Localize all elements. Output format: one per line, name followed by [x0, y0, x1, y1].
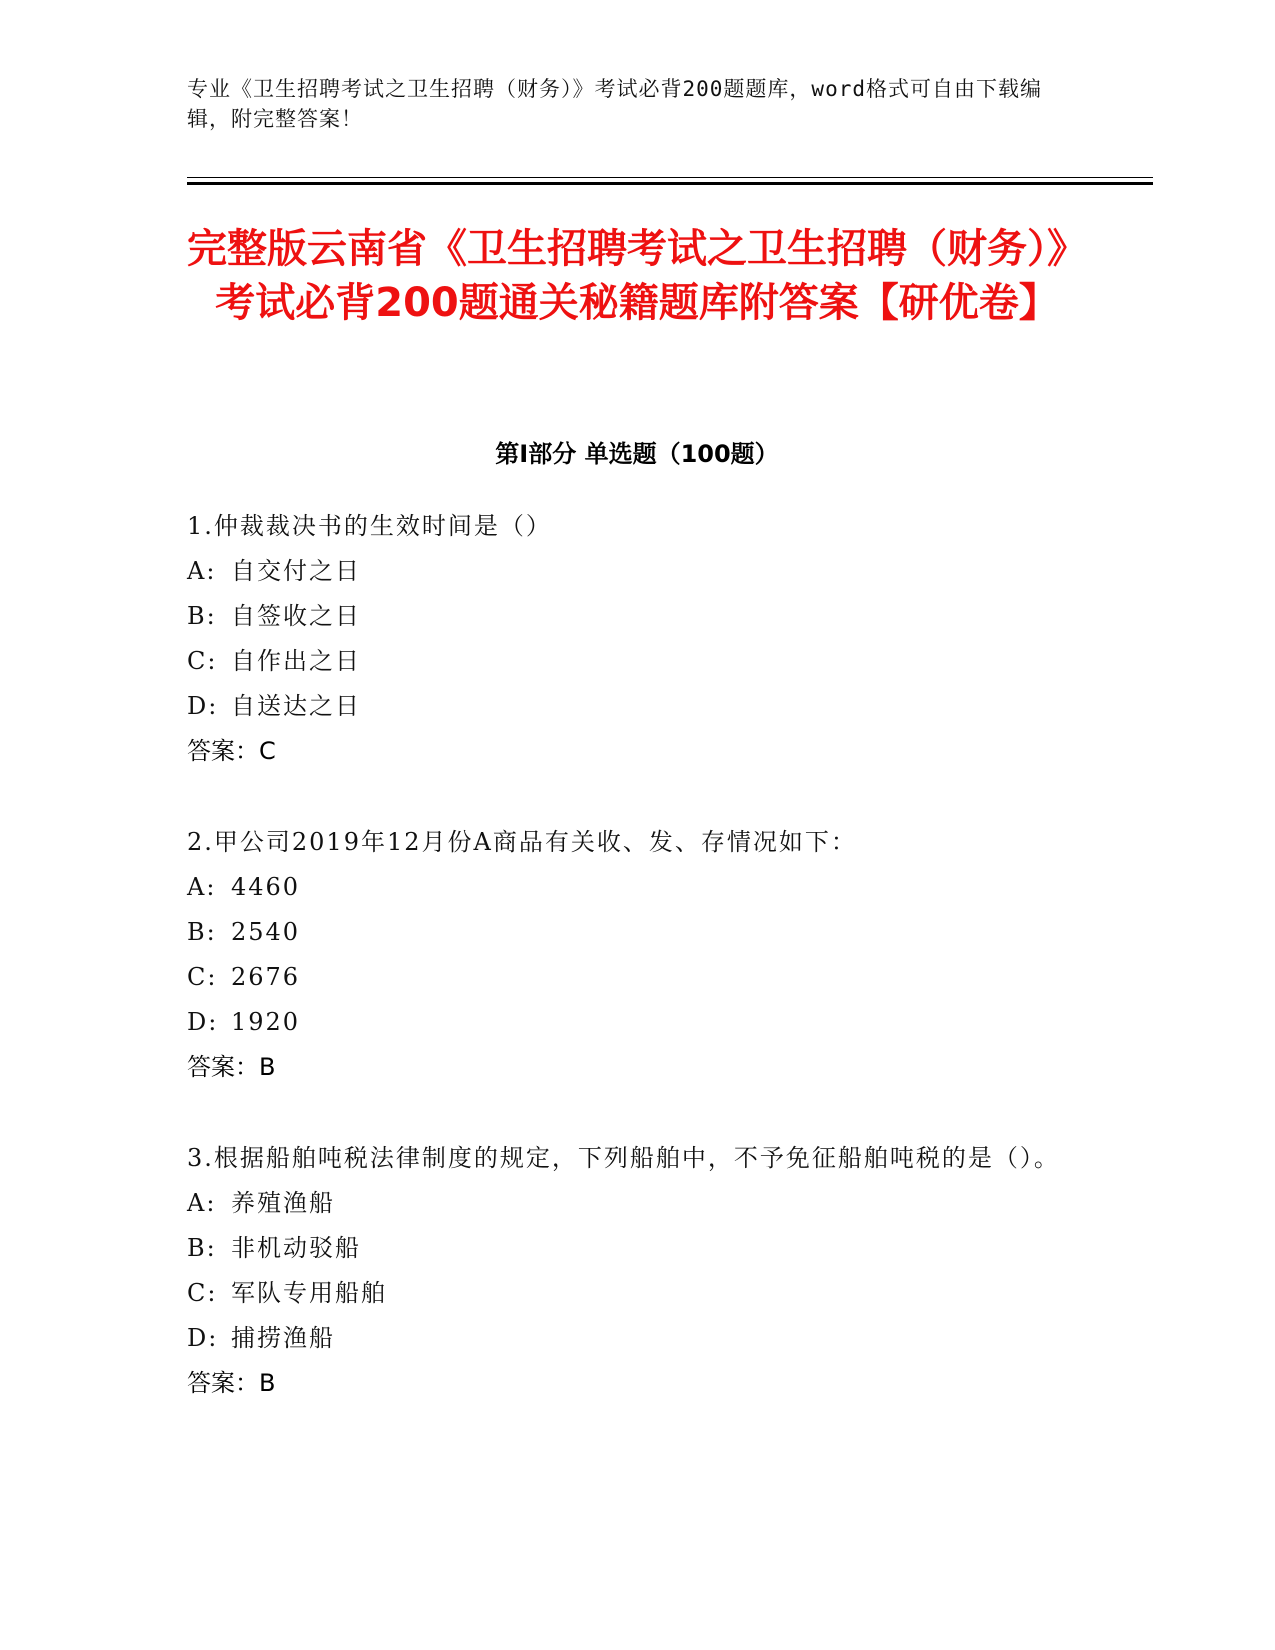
- option-text: 军队专用船舶: [231, 1279, 387, 1307]
- answer: 答案：C: [187, 737, 276, 765]
- option-text: 2540: [231, 918, 301, 946]
- option-text: 自签收之日: [231, 602, 361, 630]
- answer: 答案：B: [187, 1053, 276, 1081]
- option-label: C:: [187, 647, 218, 675]
- option-b: [187, 910, 1067, 955]
- option-text: 非机动驳船: [231, 1234, 361, 1262]
- option-d: [187, 684, 1067, 729]
- header-divider-thick: [187, 182, 1153, 185]
- option-text: 捕捞渔船: [231, 1324, 335, 1352]
- option-b: [187, 594, 1067, 639]
- question-3: [187, 1136, 1067, 1406]
- option-label: C:: [187, 963, 218, 991]
- option-label: B:: [187, 602, 217, 630]
- option-a: [187, 549, 1067, 594]
- option-d: [187, 1000, 1067, 1045]
- option-text: 1920: [231, 1008, 301, 1036]
- answer: 答案：B: [187, 1369, 276, 1397]
- question-stem: 2.甲公司2019年12月份A商品有关收、发、存情况如下：: [187, 828, 857, 856]
- document-title: 完整版云南省《卫生招聘考试之卫生招聘（财务）》考试必背200题通关秘籍题库附答案【研优卷】: [187, 226, 1087, 326]
- option-text: 4460: [231, 873, 301, 901]
- question-1: [187, 504, 1067, 774]
- option-text: 自作出之日: [231, 647, 361, 675]
- option-a: [187, 1181, 1067, 1226]
- option-a: [187, 865, 1067, 910]
- section-title: 第I部分 单选题（100题）: [495, 440, 779, 468]
- option-label: A:: [187, 1189, 217, 1217]
- header-divider-thin: [187, 177, 1153, 178]
- option-label: C:: [187, 1279, 218, 1307]
- header-note: 专业《卫生招聘考试之卫生招聘（财务）》考试必背200题题库，word格式可自由下载编辑，附完整答案！: [187, 77, 1042, 131]
- question-stem: 1.仲裁裁决书的生效时间是（）: [187, 512, 552, 540]
- option-text: 自送达之日: [231, 692, 361, 720]
- option-c: [187, 1271, 1067, 1316]
- question-stem: 3.根据船舶吨税法律制度的规定，下列船舶中，不予免征船舶吨税的是（）。: [187, 1144, 1060, 1172]
- option-label: A:: [187, 873, 217, 901]
- option-label: B:: [187, 918, 217, 946]
- option-c: [187, 955, 1067, 1000]
- option-text: 养殖渔船: [231, 1189, 335, 1217]
- option-label: D:: [187, 692, 219, 720]
- question-2: [187, 820, 1067, 1090]
- option-d: [187, 1316, 1067, 1361]
- option-text: 自交付之日: [231, 557, 361, 585]
- option-label: B:: [187, 1234, 217, 1262]
- option-label: D:: [187, 1324, 219, 1352]
- option-label: A:: [187, 557, 217, 585]
- option-b: [187, 1226, 1067, 1271]
- option-label: D:: [187, 1008, 219, 1036]
- option-c: [187, 639, 1067, 684]
- option-text: 2676: [231, 963, 301, 991]
